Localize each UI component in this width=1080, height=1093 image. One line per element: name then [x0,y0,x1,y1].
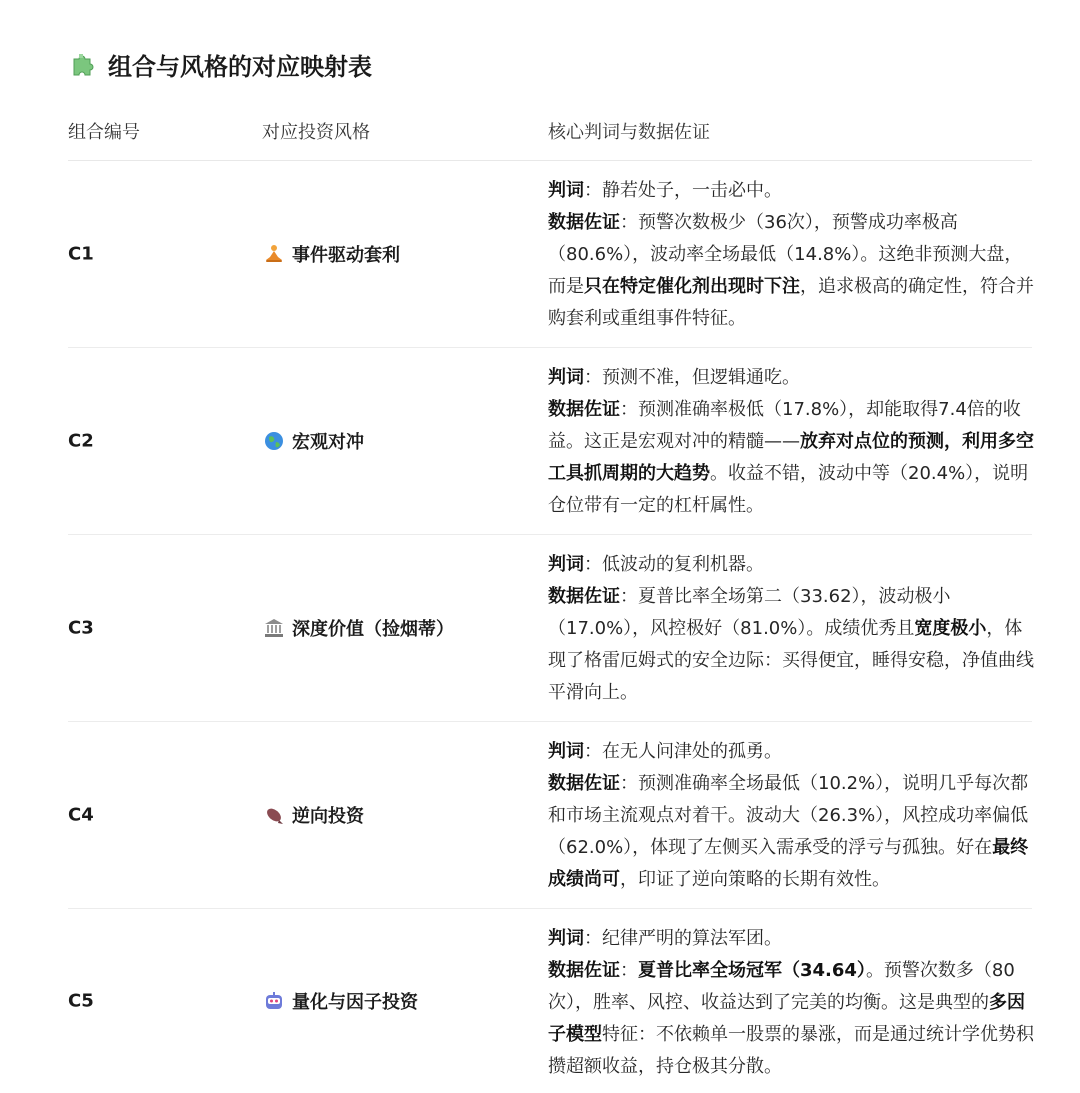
verdict-cell [548,549,1034,709]
bold-text: 夏普比率全场冠军（34.64） [638,960,866,981]
page-title [70,44,372,84]
text-run: ：预警次数极少（36次），预警成功率极高（80.6%），波动率全场最低（14.8%）。这绝非预测大盘，而是 [548,212,1023,297]
text-run: ：低波动的复利机器。 [584,554,764,575]
verdict-cell [548,923,1034,1083]
text-run: 。收益不错，波动中等（20.4%），说明仓位带有一定的杠杆属性。 [548,463,1029,516]
text-run: ：预测准确率极低（17.8%），却能取得7.4倍的收益。这正是宏观对冲的精髓—— [548,399,1021,452]
text-run: 特征：不依赖单一股票的暴涨，而是通过统计学优势积攒超额收益，持仓极其分散。 [548,1024,1034,1077]
bold-text: 判词 [548,928,584,949]
bold-text: 放弃对点位的预测，利用多空工具抓周期的大趋势 [548,431,1034,484]
combo-id: C5 [68,990,94,1012]
verdict-cell [548,175,1034,335]
bold-text: 宽度极小 [914,618,987,639]
evidence-paragraph [548,955,1034,1083]
bold-text: 多因子模型 [548,992,1025,1045]
style-label: 逆向投资 [292,806,364,827]
bold-text: 数据佐证 [548,586,620,607]
table-row [68,909,1032,1093]
text-run: ：预测不准，但逻辑通吃。 [584,367,800,388]
style-label: 量化与因子投资 [292,992,418,1013]
text-run: ：夏普比率全场第二（33.62），波动极小（17.0%），风控极好（81.0%）。成绩优秀且 [548,586,951,639]
robot-icon [264,991,284,1011]
bold-text: 数据佐证 [548,212,620,233]
style-cell [264,241,400,267]
bold-text: 最终成绩尚可 [548,837,1029,890]
bold-text: 判词 [548,741,584,762]
verdict-line [548,175,1034,207]
text-run: ，印证了逆向策略的长期有效性。 [620,869,890,890]
evidence-paragraph [548,207,1034,335]
bank-icon [264,618,284,638]
evidence-paragraph [548,768,1034,896]
bold-text: 判词 [548,367,584,388]
verdict-line [548,362,1034,394]
combo-id: C1 [68,243,94,265]
table-row [68,161,1032,348]
combo-id: C4 [68,804,94,826]
globe-icon [264,431,284,451]
style-label: 深度价值（捡烟蒂） [292,619,454,640]
bold-text: 判词 [548,554,584,575]
text-run: ，体现了格雷厄姆式的安全边际：买得便宜，睡得安稳，净值曲线平滑向上。 [548,618,1034,703]
verdict-line [548,736,1034,768]
salmon-icon [264,805,284,825]
style-label: 事件驱动套利 [292,245,400,266]
bold-text: 判词 [548,180,584,201]
verdict-line [548,923,1034,955]
bold-text: 只在特定催化剂出现时下注 [584,276,800,297]
text-run: ：预测准确率全场最低（10.2%），说明几乎每次都和市场主流观点对着干。波动大（26.3%），风控成功率偏低（62.0%），体现了左侧买入需承受的浮亏与孤独。好在 [548,773,1029,858]
header-style: 对应投资风格 [262,122,370,143]
mapping-table [68,104,1032,1093]
text-run: 。预警次数多（80次），胜率、风控、收益达到了完美的均衡。这是典型的 [548,960,1015,1013]
bold-text: 数据佐证 [548,399,620,420]
style-cell [264,615,454,641]
evidence-paragraph [548,581,1034,709]
style-label: 宏观对冲 [292,432,364,453]
text-run: ： [620,960,638,981]
combo-id: C2 [68,430,94,452]
table-row [68,535,1032,722]
puzzle-icon [70,50,98,78]
page-title-text: 组合与风格的对应映射表 [108,52,372,81]
table-header [68,104,1032,161]
style-cell [264,988,418,1014]
style-cell [264,428,364,454]
bold-text: 数据佐证 [548,960,620,981]
text-run: ，追求极高的确定性，符合并购套利或重组事件特征。 [548,276,1034,329]
text-run: ：静若处子，一击必中。 [584,180,782,201]
verdict-cell [548,736,1034,896]
text-run: ：在无人问津处的孤勇。 [584,741,782,762]
verdict-line [548,549,1034,581]
table-row [68,348,1032,535]
table-row [68,722,1032,909]
style-cell [264,802,364,828]
header-combo-id: 组合编号 [68,122,140,143]
header-verdict: 核心判词与数据佐证 [548,122,710,143]
meditation-icon [264,244,284,264]
combo-id: C3 [68,617,94,639]
text-run: ：纪律严明的算法军团。 [584,928,782,949]
evidence-paragraph [548,394,1034,522]
verdict-cell [548,362,1034,522]
bold-text: 数据佐证 [548,773,620,794]
